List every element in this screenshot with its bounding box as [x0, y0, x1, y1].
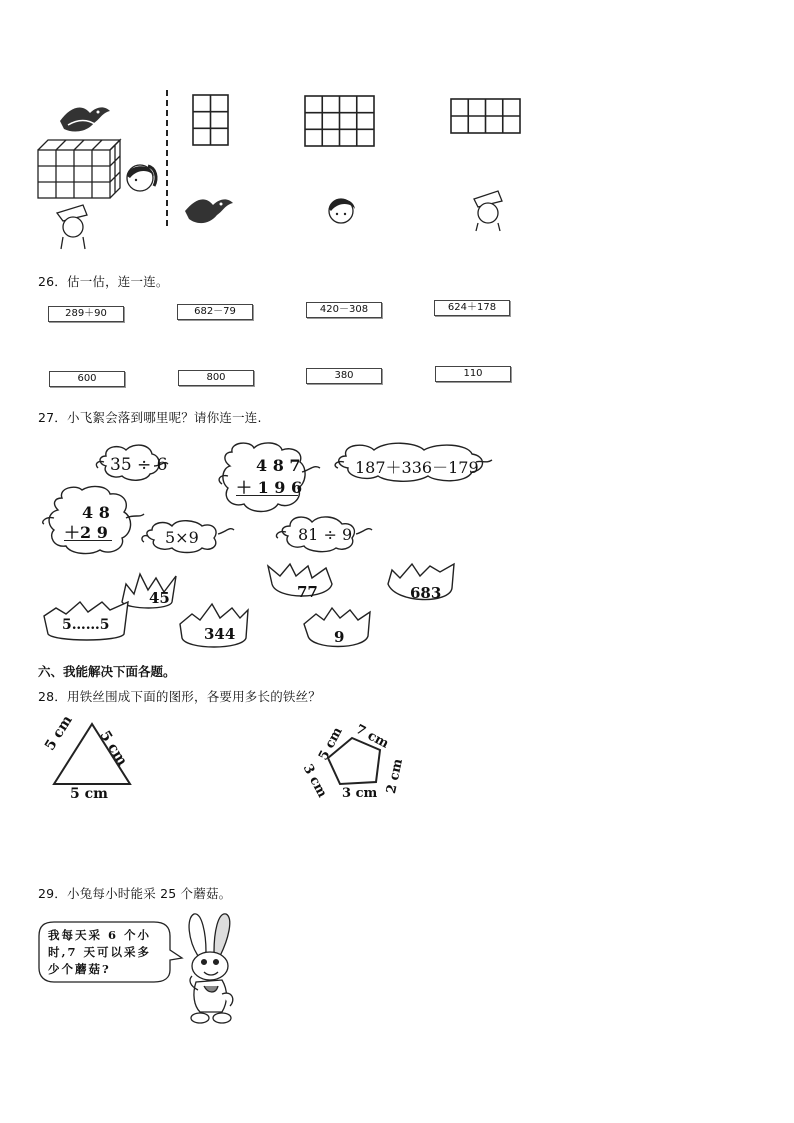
triangle-bottom-label: 5 cm: [70, 786, 108, 802]
estimate-box[interactable]: 380: [306, 368, 382, 384]
bird-icon: [185, 199, 233, 223]
cloud-4-top: 4 8: [82, 503, 110, 522]
cloud-4-rule: [64, 540, 112, 541]
pentagon-bottom-label: 3 cm: [342, 786, 378, 801]
grass-3-text: 683: [410, 584, 442, 602]
expression-box[interactable]: 420－308: [306, 302, 382, 318]
rabbit-icon: [178, 910, 248, 1028]
pentagon-right-label: 2 cm: [384, 757, 407, 796]
estimate-box[interactable]: 800: [178, 370, 254, 386]
section-6-title: 六、我能解决下面各题。: [38, 664, 176, 679]
view-grid-1: [193, 95, 228, 145]
view-grid-3: [451, 99, 520, 133]
pentagon-top-right-label: 7 cm: [352, 722, 392, 752]
cloud-6-text: 81 ÷ 9: [298, 525, 353, 544]
cube-stack: [38, 140, 120, 198]
expression-box[interactable]: 624＋178: [434, 300, 510, 316]
grass-6-text: 9: [334, 628, 345, 646]
triangle-left-label: 5 cm: [42, 712, 76, 754]
cloud-4-bottom: ＋2 9: [64, 523, 108, 542]
grass-4-text: 5……5: [62, 617, 110, 633]
q29-title: 29．小兔每小时能采 25 个蘑菇。: [38, 886, 232, 901]
boy-icon: [57, 205, 87, 249]
q27-title: 27．小飞絮会落到哪里呢？请你连一连.: [38, 410, 262, 425]
views-illustration: [30, 85, 540, 255]
q26-title: 26．估一估，连一连。: [38, 274, 169, 289]
girl-icon: [329, 199, 355, 223]
pentagon-left-label: 3 cm: [299, 762, 330, 801]
cloud-2-rule: [236, 495, 298, 496]
estimate-box[interactable]: 110: [435, 366, 511, 382]
expression-box[interactable]: 682－79: [177, 304, 253, 320]
estimate-box[interactable]: 600: [49, 371, 125, 387]
bird-icon: [60, 107, 110, 131]
cloud-3-text: 187＋336－179: [355, 458, 479, 477]
expression-box[interactable]: 289＋90: [48, 306, 124, 322]
bubble-line-3: 少个蘑菇?: [48, 962, 111, 976]
boy-icon: [474, 191, 502, 231]
cloud-2-top: 4 8 7: [256, 456, 301, 475]
bubble-line-2: 时,7 天可以采多: [48, 945, 152, 959]
q28-title: 28．用铁丝围成下面的图形，各要用多长的铁丝？: [38, 689, 322, 704]
view-grid-2: [305, 96, 374, 146]
cloud-1-text: 35 ÷ 6: [110, 455, 168, 475]
girl-icon: [127, 165, 156, 191]
pentagon-top-left-label: 5 cm: [316, 724, 346, 764]
cloud-2-bottom: ＋ 1 9 6: [236, 478, 303, 497]
cloud-5-text: 5×9: [165, 528, 199, 547]
grass-5-text: 344: [204, 625, 236, 643]
bubble-line-1: 我每天采 6 个小: [48, 928, 152, 942]
grass-2-text: 77: [297, 583, 318, 601]
grass-1-text: 45: [149, 589, 170, 607]
triangle-right-label: 5 cm: [96, 728, 131, 769]
